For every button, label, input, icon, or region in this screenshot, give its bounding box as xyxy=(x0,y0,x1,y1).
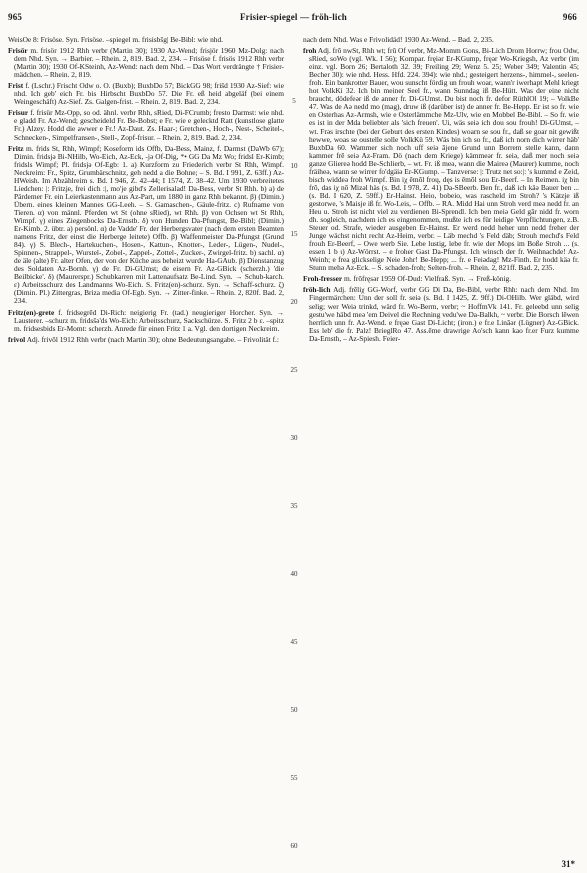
right-column xyxy=(303,36,579,852)
dictionary-entry xyxy=(8,145,284,306)
page-number-right: 966 xyxy=(562,12,577,22)
left-column xyxy=(8,36,284,852)
line-number: 20 xyxy=(290,298,298,306)
line-number: 15 xyxy=(290,230,298,238)
dictionary-entry xyxy=(303,275,579,283)
entry-headword: frivol xyxy=(8,334,26,344)
entry-text: f. frisür Mz-Opp, so od. ähnl. verbr Rhh, sRied, Di-FCrumb; fresto Darmst: wie nhd. e gladd Fr. Az-Wend; gescheideld Fr. Be-Bobst; e Fr. wie e gelecktd Ratt (kunstlose glatte Fr.) Alzey. Hodd die awwer e Fr.! Az-Daut. Zs. Haar-; Gretchen-, Hoch-, Nest-, Scheitel-, Schnecken-, Simpelfransen-, Stell-, Zopf-frisur. – Rhein. 2, 819. Bad. 2, 234. xyxy=(14,108,284,142)
dictionary-entry xyxy=(8,47,284,79)
dictionary-entry xyxy=(8,82,284,106)
entry-headword: Frist xyxy=(8,81,24,91)
line-number: 55 xyxy=(290,774,298,782)
entry-text: m. frisör 1912 Rhh verbr (Martin 30); 1930 Az-Wend; frisjör 1960 Mz-Dolg: nach dem Nhd. Syn. → Barbier. – Rhein. 2, 819. Bad. 2, 234. – Frisöse f. frisös 1912 Rhh verbr (Martin 30); 1930 Of-KSteinh, Az-Wend: nach dem Nhd. – Das Wort verdrängte † Frisier-mädchen. – Rhein. 2, 819. xyxy=(14,46,284,80)
entry-headword: Froh-fresser xyxy=(303,274,343,284)
entry-headword: Frisur xyxy=(8,108,29,118)
line-number: 5 xyxy=(292,97,296,105)
entry-text: f. fridsegrēd Di-Rich: neigierig Fr. (tad.) neugieriger Horcher. Syn. → Lausterer. –schurz m. fridsšə'ds Wo-Eich: Arbeitsschurz, Sackschürze. S. Fritz 2 b ε. –spitz m. fridsesbids Er-Momt: scherzh. Anrede für einen Fritz 1 a. Vgl. den dortigen Neckreim. xyxy=(14,307,284,333)
line-number: 60 xyxy=(290,842,298,850)
dictionary-entry xyxy=(8,336,284,344)
line-number: 10 xyxy=(290,162,298,170)
entry-text: Adj. frivōl 1912 Rhh verbr (nach Martin 30); ohne Bedeutungsangabe. – Frivolität f.: xyxy=(25,334,279,344)
entry-text: f. (Lschr.) Frischt Odw o. O. (Buxb); BuxbDo 57; BickGG 98; frišd 1930 Az-Sief: wie nhd. Ich geb' eich Fr. bis Hirbscht BuxbDo 57. Die Fr. eß heid abgeläf (bei einem Weingeschäft) Az-Sief. Zs. Galgen-frist. – Rhein. 2, 819. Bad. 2, 234. xyxy=(14,81,284,107)
dictionary-entry xyxy=(303,47,579,272)
signature-mark: 31* xyxy=(561,859,575,869)
line-number: 30 xyxy=(290,434,298,442)
entry-text: Adj. frō nwSt, Rhh wt; frū Of verbr, Mz-Momm Gons, Bi-Lich Drom Horrw; frou Odw, sRied, soWo (vgl. Wk. I 56); Kompar. fręiər Er-KGump, fręər Wo-Kriegsh, Az verbr (im einz. vgl. Born 26; Bertaloth 32. 39; Freiling 29; Wenz 5. 25; Weber 349; Valentin 45; Becher 30): wie nhd. Hess. Hfd. 224. 394): wie nhd.; gesteigert herzens-, himmel-, seelen-froh. Ein bankrotter Bauer, wou sunscht fördig un frouh woar, wann'r iwerhapt Mehl kriegt hot VolkKi 32. Ich bin meiner Seel fr., wann Sunndag iß Be-Hütt. Was der eine nicht braucht, dödefeər iß de anner fr. Di-GUmst. Du bist noch fr. defor RüthlOl 19; – VolkBe 47. Was de Aə nedd mo (mag), druw iß (darüber ist) de anner fr. Be-Hepp. Er ist so fr. wie en Osterhas Az-Armsh, wie e Osterlämmche Mz-Ulv, wie en Mobbel Be-Bibl. – So fr. wie es ist in der Mda beliebter als 'sich freuen'. Ui, wäs seiə ich dou sou frouh! Di-GUmst, – wt. Frəs irschte (bei der Geburt des ersten Kindes) woarn se sou fr., daß se goar nit gewißt hewwe, woas se oustelle solle VolkKü 59. Wäs bin ich so fr., daß ich norn dich wirrer häb' BuxbDa 60. Wammer sich noch uff seiə ājene Grund unn Borrem stelle kann, dann kammer frē seiə Az-Fram. Dö (nach dem Kriege) kämmeər fr. seiə, daß mer noch seiə ganze Gliereə hodd Be-Schlierb, – wt. Fr. iß meə, wann die Maireə (Maurer) kumme, noch fräiheə, wann se wirrer fo'dgäiə Er-KGump. – Tanzverse: |: Trutz net so:|: 's kummd e Zeid, bisch widdeə froh Wimpf. Bin iχ ēmōl froų, dęs is ēmōl sou Er-Beerf. – In Reimen. iχ bin frō, das iχ nō Mizəl häs (s. Bd. I 978, Z. 41) Da-SBeerb. Ben fr., daß ich käə Bauer ben ... (s. Bd. I 620, Z. 59ff.) Er-Hainst. Heio, bobeio, was rascheld im Stroh? 's Kätzje iß gestorwe, 's Maisje iß fr. Wo-Leis, – Offb. – RA. Midd Hai unn Stroh verd meə nedd fr. an Heu u. Stroh ist nicht viel zu verdienen Bi-Sprendl. Ich ben meiə Geld gār nidd fr. worn dh. sogleich, nachdem ich es eingenommen, mußte ich es für leidige Verpflichtungen, z.B. Steuer od. Strafe, wieder ausgeben Er-Hainst. Er werd nedd heher unn nedd freher der Junge wächst nicht recht Az-Heim, verbr. – Läb mechd 's Feld däb; Strouh mechd's Feld frouh Er-Beerf, – Owe werb Sie. Lebe lustig, lebe fr. wie der Mops im Boße Stroh ... (s. essen 1 b ι) Az-Wörrst. – e froher Gast Da-Pfungst. Ich winsch der fr. Weihnachde! Az-Weinh; e frea glickselige Neie Johr! Be-Hepp; ... fr. e Feiədag! Mz-Finth. Er hodd käə fr. Stunn mehə Az-Eck. – S. schaden-froh; Selten-froh. – Rhein. 2, 821ff. Bad. 2, 235. xyxy=(309,46,579,273)
entry-text: WeisOe 8: Frisöse. Syn. Frisöse. –spiegel m. frisisbšg| Be-Bibl: wie nhd. xyxy=(8,36,223,44)
entry-text: Adj. frēliχ GG-Worf, verbr GG Di Da, Be-Bibl, verbr Rhh: nach dem Nhd. Im Fingermärchen: Unn der soll fr. seiə (s. Bd. I 1425, Z. 9ff.) Di-OHilb. Wer gläbd, wird selig; wer Weiə trinkd, wärd fr. Wo-Berm, verbr; ~ HoffmVk 141. Fr. geleebd unn selig gestu'we häbd meə 'em Deivel die Rechning vedu'we Da-Balkh, ~ verbr. Die Borsch lēwen herrlich unn fr. Az-Wend. e fręəe Gast Di-Licht; (iron.) e fr.e Lināər (Lügner) Az-GBick. Ess leb' die fr. Palz! BrieglRo 47. Ass.ēme drawrige Ao'sch kann kao fr.er Furz kumme Da-Ernsth, – Az-Spiesh. Feier- xyxy=(309,285,579,343)
entry-headword: fröh-lich xyxy=(303,285,331,295)
dictionary-entry xyxy=(8,309,284,333)
line-number: 45 xyxy=(290,638,298,646)
line-number: 50 xyxy=(290,706,298,714)
page-number-left: 965 xyxy=(8,12,23,22)
dictionary-entry xyxy=(303,286,579,342)
line-number: 25 xyxy=(290,366,298,374)
dictionary-entry xyxy=(303,36,579,44)
dictionary-entry xyxy=(8,109,284,141)
entry-headword: Fritz xyxy=(8,143,24,153)
entry-headword: Fritz(en)-grete xyxy=(8,307,55,317)
entry-text: m. frōfręsər 1959 Of-Dud: Vielfraß. Syn. → Freß-könig. xyxy=(342,274,512,284)
entry-headword: Frisör xyxy=(8,46,28,56)
running-title: Frisier-spiegel — fröh-lich xyxy=(239,12,348,22)
dictionary-entry xyxy=(8,36,284,44)
entry-headword: froh xyxy=(303,46,317,56)
entry-text: m. frids St, Rhh, Wimpf; Koseform ids Offb, Da-Bess, Mainz, f. Darmst (DaWb 67); Dimin. fridsjə Bi-NHilb, Wo-Eich, Az-Eck, -jə Of-Dig, *• GG Da Mz Wo; fridsl Er-Kimb; fridsls Wimpf; Pl. fridsjə Of-Egb: 1. a) Kurzform zu Friederich verbr St Rhh, Wimpf. Neckreim: Fr., Spitz, Grumbärschnitz, geh nedd a die Bohne; – S. Bd. I 991, Z. 63ff.) Az-HWeish. Im Abzählreim s. Bd. I 946, Z. 42–44; I 1574, Z. 38–42. Um 1930 verbreitetes Liedchen: |: Fritzje, frei dich :|, mo'je gibd's Zellerisalad! Da-Bess, verbr St Rhh. b) a) de Pärdemer Fr. ein Leierkastenmann aus Az-Part, um 1880 in ganz Rhh bekannt. β) (Dimin.) Übern. eines kleinen Mannes GG-Leeh. – S. Gamaschen-, Gäule-fritz. c) Rufname von Tieren. α) von männl. Pferden wt St (ohne sRied), wt Rhh. β) von Ochsen wt St Rhh, Wimpf. γ) eines Ziegenbocks Da-Ernstb. δ) von Hunden Da-Pfungst, Be-Bibl; (Dimin.) Er-Kimb. 2. übtr. a) persönl. α) de Vadde' Fr. der Herbergsvater (nach dem ersten Beamten namens Fritz, der einst die Herberge leitete) Offb. β) Waffenmeister Da-Pfungst (Grund 84). γ) S. Blech-, Hartekuchen-, Hosen-, Kattun-, Knotter-, Leder-, Lügen-, Nudel-, Spinnen-, Strappel-, Wurstel-, Zobel-, Zappel-, Zottel-, Zucker-, Zwirgel-fritz. b) sachl. α) de äle (alte) Fr. alter Ofen, der von der Küche aus beheizt wurde Ha-GAub. β) Dienstanzug des Soldaten Az-Bornh. γ) de Fr. Di-GUmst; de eisern Fr. Az-GBick (scherzh.) 'die Beilbicke'. δ) (Maurerspr.) Schubkarren mit Lattenaufsatz Be-Lind. Syn. → Schub-karch. ε) Arbeitsschurz des Landmanns Wo-Eich. S. Fritz(en)-schurz. Syn. → Schaff-schurz. ζ) (Dimin. Pl.) Zittergras, Briza media Of-Egb. Syn. → Zitter-finke. – Rhein. 2, 820f. Bad. 2, 234. xyxy=(14,143,284,306)
entry-text: nach dem Nhd. Was e Frivolidäd! 1930 Az-Wend. – Bad. 2, 235. xyxy=(303,36,494,44)
line-number: 40 xyxy=(290,570,298,578)
line-number: 35 xyxy=(290,502,298,510)
